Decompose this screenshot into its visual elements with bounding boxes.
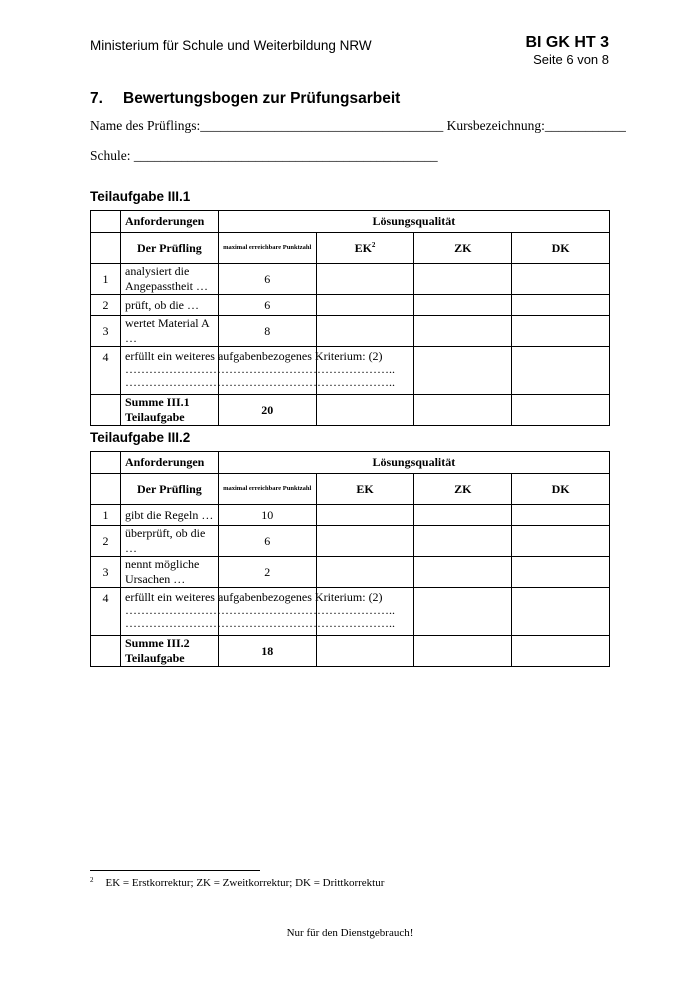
sum-points: 20 bbox=[218, 395, 316, 426]
row-points: 6 bbox=[218, 264, 316, 295]
section-number: 7. bbox=[90, 90, 103, 107]
table-row bbox=[91, 588, 610, 636]
table-row bbox=[91, 295, 610, 316]
footnote-separator bbox=[90, 870, 260, 871]
row-points: 10 bbox=[218, 505, 316, 526]
footnote bbox=[90, 877, 384, 889]
row-number: 4 bbox=[91, 588, 121, 636]
zk-cell bbox=[414, 395, 512, 426]
blank-cell bbox=[91, 636, 121, 667]
row-text: nennt mögliche Ursachen … bbox=[121, 557, 219, 588]
row-points: 6 bbox=[218, 295, 316, 316]
zk-cell bbox=[414, 526, 512, 557]
row-number: 3 bbox=[91, 316, 121, 347]
dk-header: DK bbox=[512, 474, 610, 505]
zk-cell bbox=[414, 316, 512, 347]
blank-cell bbox=[91, 474, 121, 505]
requirements-header: Anforderungen bbox=[121, 211, 219, 233]
row-text-extra bbox=[121, 347, 395, 395]
table-row bbox=[91, 557, 610, 588]
table-row bbox=[91, 526, 610, 557]
school-field-line: Schule: _____________________________________________ bbox=[90, 148, 438, 163]
row-points: 8 bbox=[218, 316, 316, 347]
document-code: BI GK HT 3 bbox=[525, 34, 609, 51]
requirements-header: Anforderungen bbox=[121, 452, 219, 474]
row-text: prüft, ob die … bbox=[121, 295, 219, 316]
blank-cell bbox=[91, 452, 121, 474]
blank-cell bbox=[91, 211, 121, 233]
zk-cell bbox=[414, 347, 512, 395]
section-title-text: Bewertungsbogen zur Prüfungsarbeit bbox=[123, 90, 401, 107]
blank-cell bbox=[91, 233, 121, 264]
extra-criterion-text: erfüllt ein weiteres aufgabenbezogenes Kriterium: (2) bbox=[125, 349, 383, 363]
header-ministry: Ministerium für Schule und Weiterbildung NRW bbox=[90, 38, 372, 53]
table-row bbox=[91, 505, 610, 526]
dk-header: DK bbox=[512, 233, 610, 264]
dotted-line: ………………………………………………………….. bbox=[125, 616, 395, 630]
table-row bbox=[91, 264, 610, 295]
row-points: 6 bbox=[218, 526, 316, 557]
dk-cell bbox=[512, 295, 610, 316]
zk-header: ZK bbox=[414, 233, 512, 264]
pruefling-header: Der Prüfling bbox=[121, 474, 219, 505]
dk-cell bbox=[512, 505, 610, 526]
extra-criterion-text: erfüllt ein weiteres aufgabenbezogenes Kriterium: (2) bbox=[125, 590, 383, 604]
max-points-header: maximal erreichbare Punktzahl bbox=[218, 233, 316, 264]
page-number: Seite 6 von 8 bbox=[533, 52, 609, 67]
dotted-line: ………………………………………………………….. bbox=[125, 375, 395, 389]
header-right bbox=[525, 34, 609, 68]
sum-row bbox=[91, 636, 610, 667]
dk-cell bbox=[512, 526, 610, 557]
ek-header: $EK^2$ bbox=[316, 233, 414, 264]
subtask-title: Teilaufgabe III.2 bbox=[90, 430, 191, 445]
subtask-title: Teilaufgabe III.1 bbox=[90, 189, 191, 204]
ek-cell bbox=[316, 316, 414, 347]
grading-table bbox=[90, 451, 610, 667]
row-text-extra bbox=[121, 588, 395, 636]
row-number: 1 bbox=[91, 505, 121, 526]
row-number: 3 bbox=[91, 557, 121, 588]
pruefling-header: Der Prüfling bbox=[121, 233, 219, 264]
sum-label: Summe III.2 Teilaufgabe bbox=[121, 636, 219, 667]
sum-row bbox=[91, 395, 610, 426]
table-row bbox=[91, 316, 610, 347]
zk-header: ZK bbox=[414, 474, 512, 505]
sum-points: 18 bbox=[218, 636, 316, 667]
ek-cell bbox=[316, 395, 414, 426]
ek-cell bbox=[316, 557, 414, 588]
dk-cell bbox=[512, 636, 610, 667]
ek-cell bbox=[316, 295, 414, 316]
row-number: 2 bbox=[91, 295, 121, 316]
zk-cell bbox=[414, 588, 512, 636]
row-number: 1 bbox=[91, 264, 121, 295]
zk-cell bbox=[414, 295, 512, 316]
zk-cell bbox=[414, 636, 512, 667]
max-points-header: maximal erreichbare Punktzahl bbox=[218, 474, 316, 505]
zk-cell bbox=[414, 505, 512, 526]
ek-cell bbox=[316, 636, 414, 667]
dk-cell bbox=[512, 557, 610, 588]
zk-cell bbox=[414, 264, 512, 295]
row-points: 2 bbox=[218, 557, 316, 588]
dk-cell bbox=[512, 395, 610, 426]
section-title bbox=[90, 90, 400, 108]
grading-table bbox=[90, 210, 610, 426]
quality-header: Lösungsqualität bbox=[218, 211, 609, 233]
table-row bbox=[91, 347, 610, 395]
footer-notice: Nur für den Dienstgebrauch! bbox=[286, 927, 414, 939]
row-text: wertet Material A … bbox=[121, 316, 219, 347]
dk-cell bbox=[512, 347, 610, 395]
ek-cell bbox=[316, 264, 414, 295]
ek-header: EK bbox=[316, 474, 414, 505]
quality-header: Lösungsqualität bbox=[218, 452, 609, 474]
dk-cell bbox=[512, 264, 610, 295]
row-number: 4 bbox=[91, 347, 121, 395]
dotted-line: ………………………………………………………….. bbox=[125, 362, 395, 376]
footnote-text: EK = Erstkorrektur; ZK = Zweitkorrektur; DK = Drittkorrektur bbox=[105, 877, 385, 889]
row-text: überprüft, ob die … bbox=[121, 526, 219, 557]
dk-cell bbox=[512, 588, 610, 636]
name-field-line: Name des Prüflings:____________________________________ Kursbezeichnung:____________ bbox=[90, 118, 626, 133]
row-text: analysiert die Angepasstheit … bbox=[121, 264, 219, 295]
zk-cell bbox=[414, 557, 512, 588]
row-text: gibt die Regeln … bbox=[121, 505, 219, 526]
blank-cell bbox=[91, 395, 121, 426]
ek-cell bbox=[316, 505, 414, 526]
dk-cell bbox=[512, 316, 610, 347]
dotted-line: ………………………………………………………….. bbox=[125, 603, 395, 617]
row-number: 2 bbox=[91, 526, 121, 557]
sum-label: Summe III.1 Teilaufgabe bbox=[121, 395, 219, 426]
ek-cell bbox=[316, 526, 414, 557]
footnote-ref: 2 bbox=[371, 240, 376, 249]
footnote-mark: 2 bbox=[90, 876, 94, 884]
